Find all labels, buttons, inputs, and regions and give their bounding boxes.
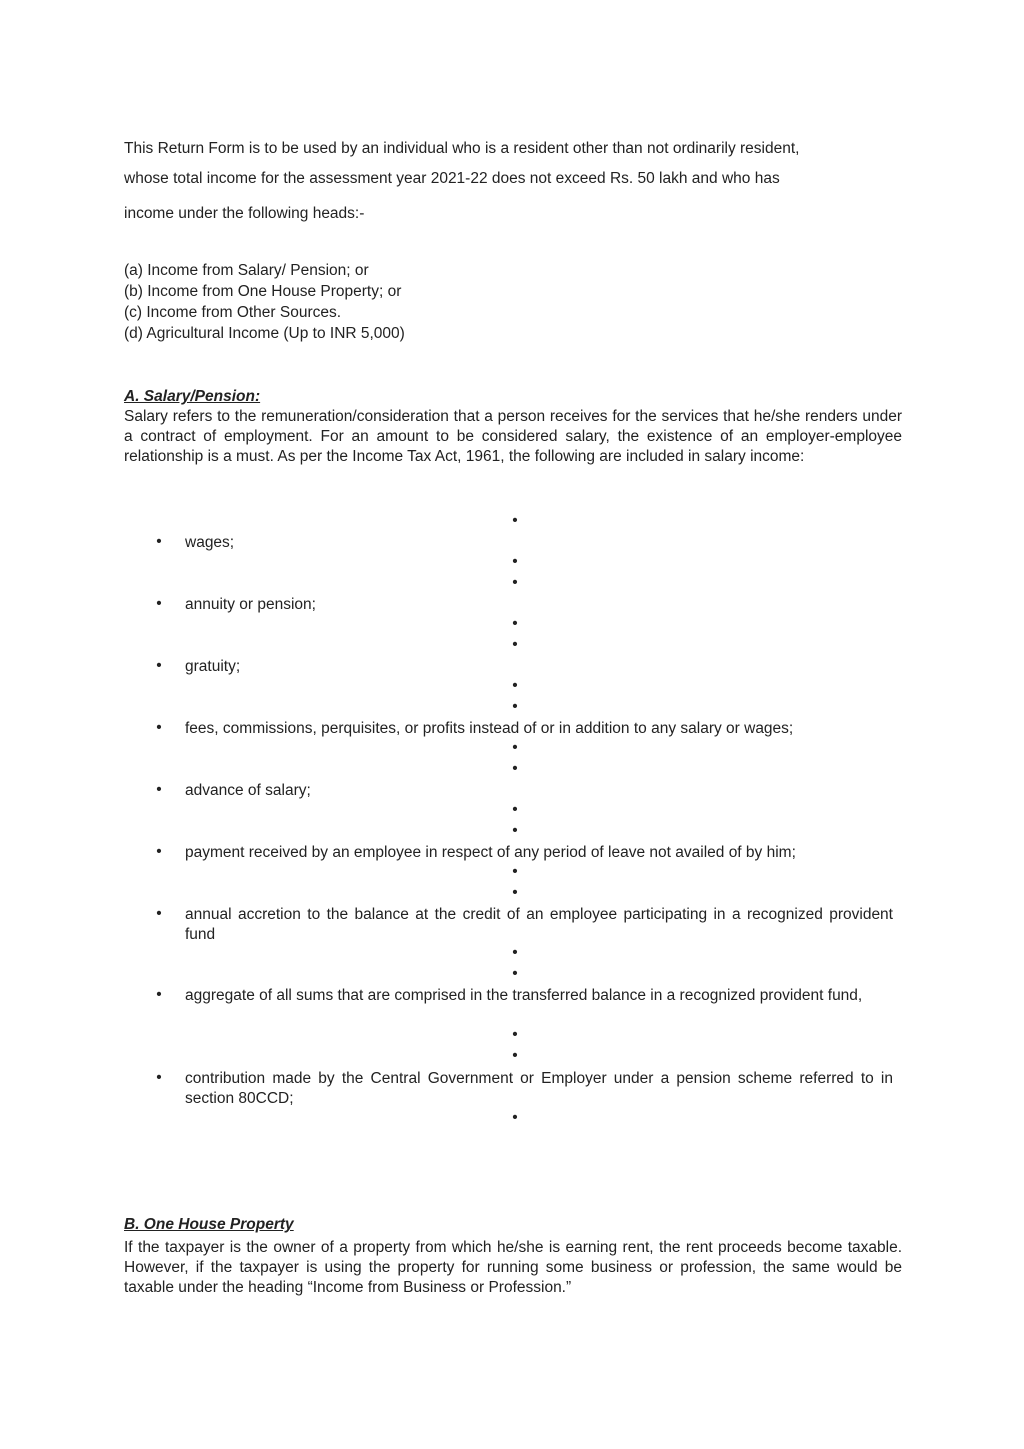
income-head-item: (b) Income from One House Property; or	[124, 283, 402, 300]
intro-line: income under the following heads:-	[124, 205, 365, 222]
stray-bullet-dot: •	[512, 884, 518, 901]
bullet-marker: •	[156, 781, 162, 798]
house-property-paragraph: If the taxpayer is the owner of a property from which he/she is earning rent, the rent proceeds become taxable. However, if the taxpayer is using the property for running some business or profession, the same would be taxable under the heading “Income from Business or Profession.”	[124, 1239, 902, 1296]
stray-bullet-dot: •	[512, 944, 518, 961]
intro-line: This Return Form is to be used by an individual who is a resident other than not ordinarily resident,	[124, 140, 800, 157]
stray-bullet-dot: •	[512, 801, 518, 818]
bullet-marker: •	[156, 657, 162, 674]
bullet-marker: •	[156, 905, 162, 922]
stray-bullet-dot: •	[512, 760, 518, 777]
bullet-marker: •	[156, 1069, 162, 1086]
stray-bullet-dot: •	[512, 574, 518, 591]
salary-list-item: aggregate of all sums that are comprised in the transferred balance in a recognized provident fund,	[185, 987, 863, 1004]
stray-bullet-dot: •	[512, 698, 518, 715]
salary-paragraph: Salary refers to the remuneration/consideration that a person receives for the services that he/she renders under a contract of employment. For an amount to be considered salary, the existence of an employer-employee relationship is a must. As per the Income Tax Act, 1961, the following are included in salary income:	[124, 408, 902, 465]
income-head-item: (d) Agricultural Income (Up to INR 5,000)	[124, 325, 405, 342]
section-heading-house-property: B. One House Property	[124, 1216, 294, 1233]
bullet-marker: •	[156, 533, 162, 550]
stray-bullet-dot: •	[512, 863, 518, 880]
salary-list-item: annuity or pension;	[185, 596, 316, 613]
bullet-marker: •	[156, 986, 162, 1003]
stray-bullet-dot: •	[512, 1109, 518, 1126]
bullet-marker: •	[156, 719, 162, 736]
section-heading-salary: A. Salary/Pension:	[124, 388, 261, 405]
salary-list-item: advance of salary;	[185, 782, 311, 799]
stray-bullet-dot: •	[512, 615, 518, 632]
stray-bullet-dot: •	[512, 739, 518, 756]
stray-bullet-dot: •	[512, 677, 518, 694]
stray-bullet-dot: •	[512, 553, 518, 570]
stray-bullet-dot: •	[512, 512, 518, 529]
intro-line: whose total income for the assessment year 2021-22 does not exceed Rs. 50 lakh and who has	[124, 170, 780, 187]
stray-bullet-dot: •	[512, 1026, 518, 1043]
stray-bullet-dot: •	[512, 636, 518, 653]
stray-bullet-dot: •	[512, 1047, 518, 1064]
salary-list-item: gratuity;	[185, 658, 241, 675]
salary-list-item: wages;	[185, 534, 235, 551]
bullet-marker: •	[156, 843, 162, 860]
stray-bullet-dot: •	[512, 965, 518, 982]
salary-list-item: fees, commissions, perquisites, or profits instead of or in addition to any salary or wages;	[185, 720, 794, 737]
income-head-item: (a) Income from Salary/ Pension; or	[124, 262, 369, 279]
salary-list-item: annual accretion to the balance at the credit of an employee participating in a recognized provident fund	[185, 906, 893, 943]
income-head-item: (c) Income from Other Sources.	[124, 304, 342, 321]
salary-list-item: contribution made by the Central Government or Employer under a pension scheme referred to in section 80CCD;	[185, 1070, 893, 1107]
salary-list-item: payment received by an employee in respect of any period of leave not availed of by him;	[185, 844, 796, 861]
stray-bullet-dot: •	[512, 822, 518, 839]
bullet-marker: •	[156, 595, 162, 612]
